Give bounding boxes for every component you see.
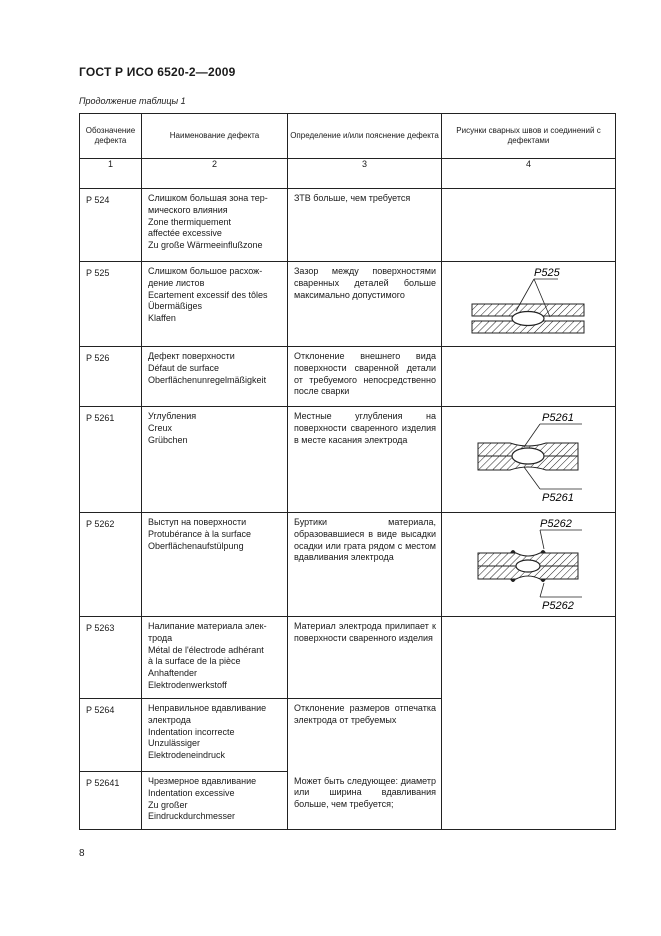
name-line: Défaut de surface xyxy=(148,362,220,373)
defect-definition: Зазор между поверхностями сваренных деталей больше максимально допустимого xyxy=(288,262,442,347)
defect-code: P 5264 xyxy=(80,699,142,772)
name-line: Elektrodenwerkstoff xyxy=(148,679,227,690)
column-number: 1 xyxy=(80,159,142,189)
name-line: Klaffen xyxy=(148,313,176,324)
defect-code: P 5263 xyxy=(80,617,142,699)
defect-code: P 526 xyxy=(80,347,142,407)
name-line: Protubérance à la surface xyxy=(148,528,252,539)
name-line: мического влияния xyxy=(148,204,228,215)
figure-label-bottom: P5261 xyxy=(542,492,574,504)
defect-definition: Буртики материала, образовавшиеся в виде высадки осадки или грата рядом с местом вдавливания электрода xyxy=(288,513,442,617)
name-line: Дефект поверхности xyxy=(148,351,235,361)
figure-p525 xyxy=(442,262,616,347)
table-row xyxy=(80,513,616,617)
defect-name xyxy=(142,513,288,617)
name-line: Grübchen xyxy=(148,434,188,445)
column-number: 4 xyxy=(442,159,616,189)
defects-table xyxy=(79,113,616,830)
figure-cell-empty xyxy=(442,617,616,830)
name-line: Elektrodeneindruck xyxy=(148,750,226,761)
name-line: Слишком большое расхож- xyxy=(148,266,263,276)
name-line: Anhaftender xyxy=(148,668,198,679)
column-header-definition: Определение и/или пояснение дефекта xyxy=(288,114,442,159)
name-line: Eindruckdurchmesser xyxy=(148,811,236,822)
name-line: affectée excessive xyxy=(148,228,222,239)
name-line: Налипание материала элек- xyxy=(148,621,267,631)
column-number: 2 xyxy=(142,159,288,189)
defect-name xyxy=(142,189,288,262)
table-row xyxy=(80,347,616,407)
figure-label-top: P5262 xyxy=(540,518,572,530)
figure-label-top: P5261 xyxy=(542,412,574,424)
weld-gap-diagram xyxy=(442,262,614,346)
page-number: 8 xyxy=(79,848,85,859)
column-header-code: Обозначение дефекта xyxy=(80,114,142,159)
name-line: трода xyxy=(148,632,173,643)
document-title: ГОСТ Р ИСО 6520-2—2009 xyxy=(79,65,236,79)
defect-definition: Местные углубления на поверхности сваренного изделия в месте касания электрода xyxy=(288,407,442,513)
figure-p5262 xyxy=(442,513,616,617)
name-line: Indentation incorrecte xyxy=(148,726,235,737)
table-row xyxy=(80,189,616,262)
name-line: Indentation excessive xyxy=(148,787,235,798)
name-line: Unzulässiger xyxy=(148,738,201,749)
defect-code: P 5261 xyxy=(80,407,142,513)
table-continuation-caption: Продолжение таблицы 1 xyxy=(79,96,186,106)
column-header-name: Наименование дефекта xyxy=(142,114,288,159)
defect-name xyxy=(142,617,288,699)
defect-name xyxy=(142,407,288,513)
figure-cell-empty xyxy=(442,189,616,262)
name-line: Слишком большая зона тер- xyxy=(148,193,268,203)
name-line: Creux xyxy=(148,422,173,433)
defect-code: P 5262 xyxy=(80,513,142,617)
name-line: Углубления xyxy=(148,411,197,421)
name-line: à la surface de la pièce xyxy=(148,656,241,667)
figure-label: P525 xyxy=(534,267,560,279)
protuberance-diagram xyxy=(442,513,614,616)
name-line: Ecartement excessif des tôles xyxy=(148,289,268,300)
name-line: Oberflächenunregelmäßigkeit xyxy=(148,374,267,385)
name-line: Выступ на поверхности xyxy=(148,517,247,527)
column-number: 3 xyxy=(288,159,442,189)
column-number-row xyxy=(80,159,616,189)
defect-definition: Отклонение размеров отпечатка электрода от требуемых xyxy=(288,699,442,772)
name-line: дение листов xyxy=(148,277,205,288)
table-row xyxy=(80,407,616,513)
defect-code: P 525 xyxy=(80,262,142,347)
name-line: Неправильное вдавливание xyxy=(148,703,267,713)
defect-name xyxy=(142,699,288,772)
defect-name xyxy=(142,772,288,830)
defect-name xyxy=(142,347,288,407)
name-line: Métal de l'électrode adhérant xyxy=(148,644,264,655)
defect-definition: Материал электрода прилипает к поверхности сваренного изделия xyxy=(288,617,442,699)
table-header-row xyxy=(80,114,616,159)
defect-definition: Может быть следующее: диаметр или ширина вдавливания больше, чем требуется; xyxy=(288,772,442,830)
name-line: Zone thermiquement xyxy=(148,216,232,227)
defect-definition: ЗТВ больше, чем требуется xyxy=(288,189,442,262)
table-row xyxy=(80,617,616,699)
figure-cell-empty xyxy=(442,347,616,407)
name-line: Чрезмерное вдавливание xyxy=(148,776,257,786)
table-row xyxy=(80,262,616,347)
name-line: Oberflächenaufstülpung xyxy=(148,540,244,551)
defect-code: P 52641 xyxy=(80,772,142,830)
name-line: Übermäßiges xyxy=(148,301,203,312)
defect-definition: Отклонение внешнего вида поверхности сваренной детали от требуемого непосредственно после сварки xyxy=(288,347,442,407)
column-header-figures: Рисунки сварных швов и соединений с дефектами xyxy=(442,114,616,159)
figure-p5261 xyxy=(442,407,616,513)
name-line: Zu großer xyxy=(148,799,188,810)
defect-name xyxy=(142,262,288,347)
figure-label-bottom: P5262 xyxy=(542,600,574,612)
defect-code: P 524 xyxy=(80,189,142,262)
name-line: электрода xyxy=(148,714,191,725)
indentation-diagram xyxy=(442,407,614,512)
name-line: Zu große Wärmeeinflußzone xyxy=(148,240,263,251)
